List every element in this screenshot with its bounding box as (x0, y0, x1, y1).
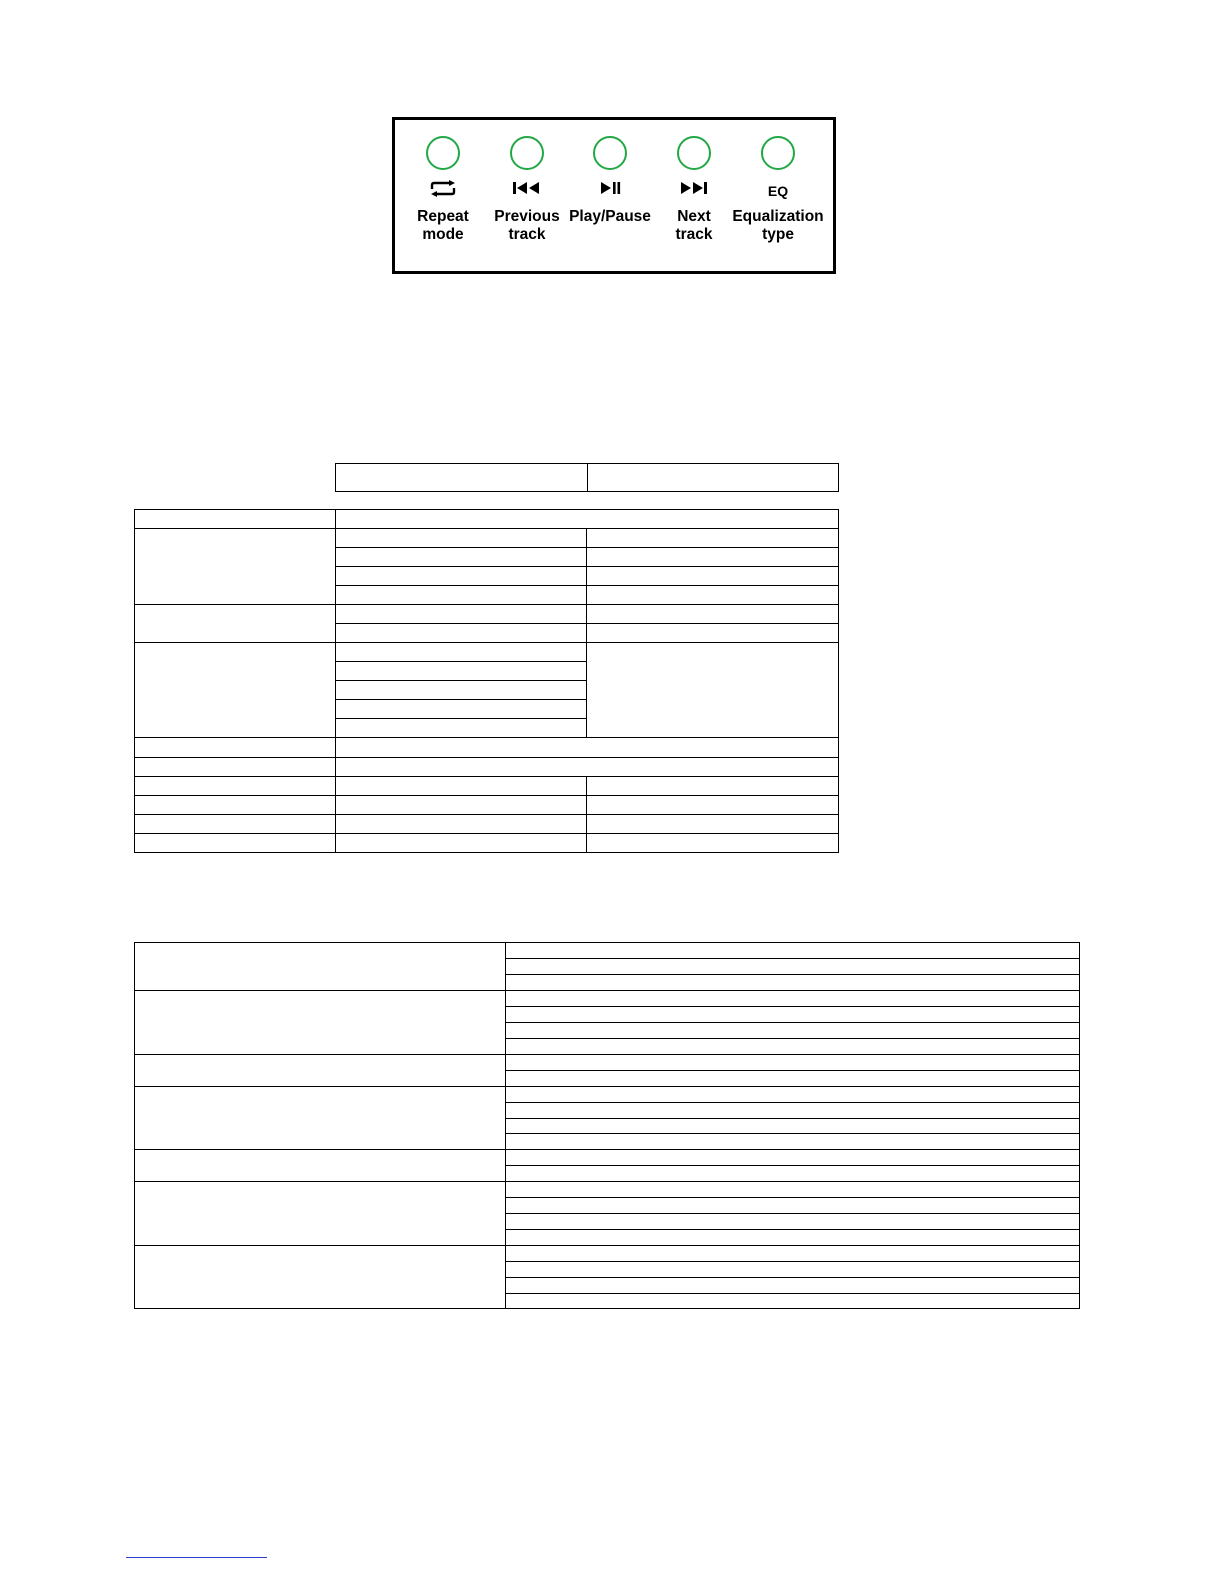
control-panel (392, 117, 836, 274)
table-1-header-strip (335, 463, 839, 492)
next-track-indicator-ring (677, 136, 711, 170)
play-pause-label: Play/Pause (569, 208, 651, 225)
table-3-grid (134, 942, 1080, 1309)
previous-track-icon (479, 180, 575, 202)
equalization-indicator-ring (761, 136, 795, 170)
play-pause-icon (562, 180, 658, 202)
next-track-label: Next track (675, 208, 713, 243)
next-track-icon (646, 180, 742, 202)
footer-link-underline[interactable] (126, 1557, 267, 1558)
repeat-icon (395, 180, 491, 202)
eq-icon (730, 180, 826, 202)
previous-track-indicator-ring (510, 136, 544, 170)
table-2-grid (134, 509, 839, 853)
play-pause-indicator-ring (593, 136, 627, 170)
repeat-mode-label: Repeat mode (417, 208, 469, 243)
equalization-type-label: Equalization type (732, 208, 824, 243)
previous-track-label: Previous track (494, 208, 560, 243)
eq-icon-text: EQ (767, 183, 789, 199)
repeat-indicator-ring (426, 136, 460, 170)
